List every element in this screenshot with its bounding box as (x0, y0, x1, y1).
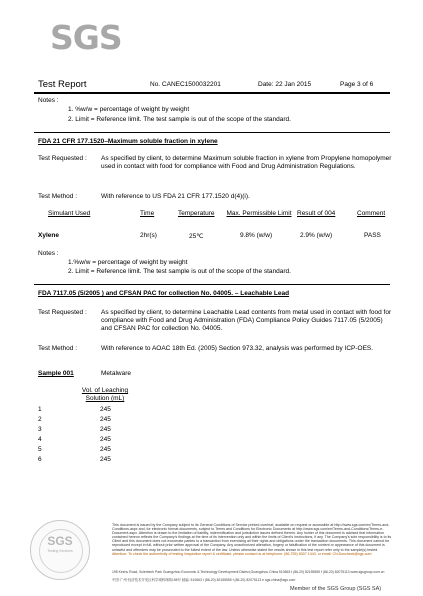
attention-text: Attention: To check the authenticity of testing /inspection report & certificate, please contact us at telephone: (86-755) 8307 1443, or email: CN.Doccheck@sgs.com (112, 551, 372, 556)
note-item: 2. Limit = Reference limit. The test sample is out of the scope of the standard. (68, 268, 291, 275)
note-item: 2. Limit = Reference limit. The test sample is out of the scope of the standard. (68, 116, 291, 123)
section-rule (34, 132, 390, 133)
test-requested-text: As specified by client, to determine Leachable Lead contents from metal used in contact with food for compliance with Food and Drug Administration (FDA) Compliance Policy Guides 7117.05 (5/2005) and CFSAN PAC for collection No. 04005. (101, 309, 392, 332)
test-method-label: Test Method : (38, 193, 78, 200)
row-index: 4 (38, 436, 42, 443)
cell-simulant: Xylene (38, 232, 59, 239)
address-english: 198 Kezhu Road, Scientech Park Guangzhou Economic & Technology Development District,Guangzhou,China 510663 t (86-20) 82155555 f (86-20) 82075113 www.sgsgroup.com.cn (112, 570, 385, 574)
report-date: Date: 22 Jan 2015 (258, 81, 312, 88)
test-method-label: Test Method : (38, 345, 78, 352)
col-header-temperature: Temperature (178, 210, 215, 217)
cell-time: 2hr(s) (140, 232, 157, 239)
row-volume: 245 (100, 456, 111, 463)
test-method-text: With reference to AOAC 18th Ed. (2005) Section 973.32, analysis was performed by ICP-OES. (101, 345, 374, 352)
cell-limit: 9.8% (w/w) (240, 232, 273, 239)
row-volume: 245 (100, 446, 111, 453)
sample-label: Sample 001 (38, 370, 74, 377)
section-title: FDA 21 CFR 177.1520–Maximum soluble fraction in xylene (38, 138, 218, 145)
row-volume: 245 (100, 436, 111, 443)
row-index: 5 (38, 446, 42, 453)
row-volume: 245 (100, 426, 111, 433)
report-title: Test Report (38, 79, 87, 90)
row-index: 1 (38, 406, 42, 413)
cell-result: 2.9% (w/w) (300, 232, 333, 239)
test-requested-label: Test Requested : (38, 309, 87, 316)
sgs-stamp (30, 520, 90, 580)
test-requested-label: Test Requested : (38, 155, 87, 162)
header-rule (34, 92, 390, 94)
col-header-comment: Comment (357, 210, 386, 217)
cell-temperature: 25℃ (189, 233, 204, 240)
note-item: 1. %w/w = percentage of weight by weight (68, 106, 190, 113)
report-number: No. CANEC1500032201 (150, 81, 221, 88)
row-volume: 245 (100, 416, 111, 423)
member-text: Member of the SGS Group (SGS SA) (290, 586, 382, 592)
test-method-text: With reference to US FDA 21 CFR 177.1520 d(4)(i). (101, 193, 250, 200)
address-chinese: 中国·广州·经济技术开发区科学城科珠路198号 邮编: 510663 t (86-20) 82155555 f (86-20) 82075113 e sgs.china@sgs.com (112, 578, 296, 582)
row-volume: 245 (100, 406, 111, 413)
col-header-volume: Vol. of Leaching Solution (mL) (81, 387, 129, 402)
notes-label: Notes : (38, 97, 59, 104)
disclaimer-text: This document is issued by the Company subject to its General Conditions of Service printed overleaf, available on request or accessible at http://www.sgs.com/en/Terms-and-Conditions.aspx and, for electronic format documents, subject to Terms and Conditions for Electronic Documents at http://www.sgs.com/en/Terms-and-Conditions/Terms-e-Document.aspx. Attention is drawn to the limitation of liability, indemnification and jurisdiction issues defined therein. Any holder of this document is advised that information contained hereon reflects the Company's findings at the time of its intervention only and within the limits of Client's instructions, if any. The Company's sole responsibility is to its Client and this document does not exonerate parties to a transaction from exercising all their rights and obligations under the transaction documents. This document cannot be reproduced except in full, without prior written approval of the Company. Any unauthorized alteration, forgery or falsification of the content or appearance of this document is unlawful and offenders may be prosecuted to the fullest extent of the law. Unless otherwise stated the results shown in this test report refer only to the sample(s) tested. (112, 523, 392, 552)
note-item: 1.%w/w = percentage of weight by weight (68, 259, 188, 266)
notes-label: Notes : (38, 250, 59, 257)
cell-comment: PASS (364, 232, 381, 239)
stamp-subtitle: Testing Services (47, 549, 73, 553)
section-rule (34, 284, 390, 285)
row-index: 3 (38, 426, 42, 433)
row-index: 2 (38, 416, 42, 423)
col-header-simulant: Simulant Used (48, 210, 91, 217)
row-index: 6 (38, 456, 42, 463)
section-title: FDA 7117.05 (5/2005 ) and CFSAN PAC for collection No. 04005. – Leachable Lead (38, 290, 290, 297)
sample-value: Metalware (101, 370, 131, 377)
page-number: Page 3 of 6 (340, 81, 374, 88)
col-header-result: Result of 004 (297, 210, 336, 217)
footer-disclaimer (112, 523, 394, 556)
logo-text: SGS (50, 18, 122, 57)
col-header-limit: Max. Permissible Limit (226, 210, 292, 217)
sgs-logo (50, 18, 122, 64)
stamp-logo: SGS (47, 534, 73, 548)
col-header-time: Time (140, 210, 155, 217)
test-requested-text: As specified by client, to determine Maximum soluble fraction in xylene from Propylene homopolymer used in contact with food for compliance with Food and Drug Administration Regulations. (101, 155, 392, 170)
